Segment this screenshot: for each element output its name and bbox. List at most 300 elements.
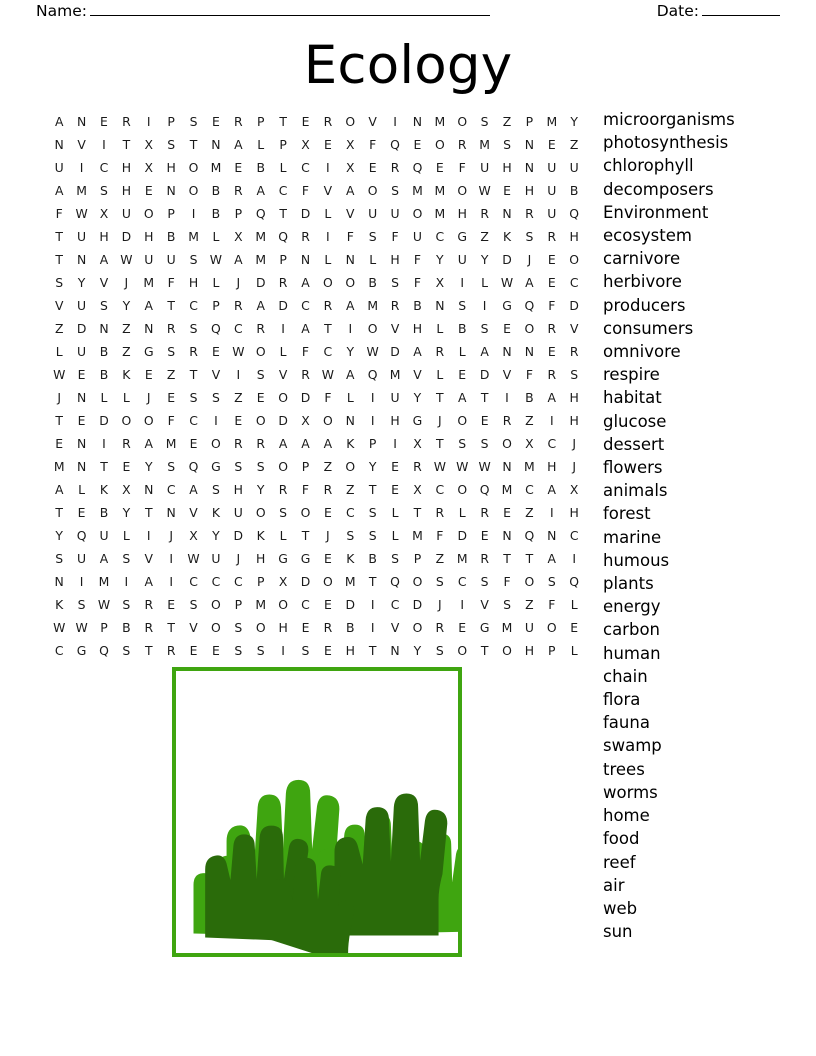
grid-cell: R: [278, 275, 288, 290]
grid-cell: D: [278, 413, 288, 428]
grid-cell: E: [547, 275, 556, 290]
grid-cell: O: [457, 482, 468, 497]
grid-cell: V: [569, 321, 579, 336]
grid-cell: W: [209, 252, 223, 267]
grid-cell: S: [122, 597, 131, 612]
grid-cell: D: [502, 252, 512, 267]
grid-cell: X: [413, 436, 422, 451]
grid-cell: N: [144, 321, 154, 336]
grid-cell: L: [324, 252, 332, 267]
grid-cell: Z: [525, 413, 534, 428]
grid-cell: D: [412, 597, 423, 612]
grid-cell: E: [413, 137, 422, 152]
word-list-item: producers: [603, 295, 686, 315]
grid-cell: T: [436, 436, 444, 451]
grid-cell: A: [99, 252, 109, 267]
grid-cell: N: [54, 574, 64, 589]
grid-cell: O: [323, 574, 333, 589]
grid-cell: A: [189, 482, 198, 497]
grid-cell: N: [524, 344, 535, 359]
grid-cell: F: [324, 390, 332, 405]
grid-cell: Q: [412, 160, 423, 175]
page-title: Ecology: [303, 35, 513, 96]
grid-cell: H: [256, 551, 266, 566]
grid-cell: Z: [54, 321, 64, 336]
grid-cell: J: [438, 597, 442, 612]
grid-cell: M: [165, 436, 177, 451]
grid-cell: Z: [525, 505, 534, 520]
grid-cell: A: [54, 114, 64, 129]
word-list-item: chlorophyll: [603, 156, 694, 176]
grid-cell: Y: [122, 298, 131, 313]
grid-cell: E: [77, 505, 86, 520]
grid-cell: U: [121, 206, 131, 221]
grid-cell: C: [547, 436, 557, 451]
grid-cell: N: [54, 137, 64, 152]
grid-cell: M: [501, 482, 513, 497]
word-list-item: swamp: [603, 736, 662, 756]
grid-cell: V: [413, 367, 422, 382]
grid-cell: R: [301, 367, 310, 382]
grid-cell: C: [278, 183, 288, 198]
grid-cell: U: [166, 252, 176, 267]
grid-cell: O: [457, 643, 468, 658]
grid-cell: T: [368, 482, 377, 497]
grid-cell: N: [502, 206, 512, 221]
grid-cell: N: [435, 298, 445, 313]
grid-cell: F: [391, 229, 399, 244]
grid-cell: B: [368, 275, 377, 290]
grid-cell: E: [77, 413, 86, 428]
grid-cell: N: [345, 413, 355, 428]
grid-cell: R: [323, 482, 333, 497]
grid-cell: S: [458, 298, 467, 313]
grid-cell: A: [54, 482, 64, 497]
grid-cell: X: [144, 137, 153, 152]
grid-cell: N: [76, 390, 87, 405]
grid-cell: V: [189, 620, 198, 635]
grid-cell: I: [79, 574, 84, 589]
grid-cell: Y: [77, 275, 86, 290]
grid-cell: B: [211, 206, 221, 221]
grid-cell: S: [234, 620, 243, 635]
grid-cell: W: [75, 620, 88, 635]
grid-cell: L: [570, 643, 578, 658]
grid-cell: L: [212, 275, 220, 290]
grid-cell: S: [368, 528, 377, 543]
grid-cell: R: [480, 551, 489, 566]
grid-cell: V: [390, 620, 400, 635]
grid-cell: O: [255, 344, 266, 359]
grid-cell: Y: [346, 344, 355, 359]
grid-cell: U: [77, 551, 87, 566]
grid-cell: V: [323, 183, 333, 198]
grid-cell: Q: [524, 528, 535, 543]
grid-cell: R: [525, 206, 534, 221]
grid-cell: R: [435, 505, 445, 520]
grid-cell: I: [236, 367, 241, 382]
grid-cell: N: [502, 528, 512, 543]
grid-cell: R: [547, 367, 557, 382]
word-list-item: animals: [603, 481, 668, 501]
grid-cell: A: [234, 137, 243, 152]
grid-cell: H: [524, 183, 535, 198]
grid-cell: S: [480, 114, 489, 129]
grid-cell: N: [99, 321, 109, 336]
grid-cell: Y: [212, 528, 220, 543]
grid-cell: S: [525, 229, 534, 244]
grid-cell: V: [346, 206, 355, 221]
grid-cell: R: [166, 643, 176, 658]
grid-cell: S: [189, 597, 198, 612]
grid-cell: J: [572, 436, 576, 451]
word-list-item: carbon: [603, 620, 660, 640]
grid-cell: L: [257, 137, 265, 152]
word-list-item: humous: [603, 550, 670, 570]
grid-cell: N: [166, 505, 176, 520]
grid-cell: U: [569, 160, 579, 175]
grid-cell: P: [548, 643, 556, 658]
grid-cell: H: [457, 206, 467, 221]
grid-cell: L: [324, 206, 332, 221]
grid-cell: B: [122, 620, 131, 635]
grid-cell: E: [503, 321, 511, 336]
grid-cell: N: [76, 114, 87, 129]
grid-cell: O: [255, 620, 266, 635]
grid-cell: L: [436, 367, 444, 382]
grid-cell: E: [212, 344, 220, 359]
grid-cell: V: [211, 367, 221, 382]
grid-cell: H: [502, 160, 512, 175]
grid-cell: S: [480, 321, 489, 336]
grid-cell: R: [256, 436, 266, 451]
grid-cell: O: [367, 321, 378, 336]
grid-cell: U: [547, 160, 557, 175]
grid-cell: I: [572, 551, 576, 566]
date-field: [657, 2, 780, 20]
grid-cell: R: [480, 206, 489, 221]
grid-cell: P: [234, 206, 243, 221]
grid-cell: T: [55, 505, 63, 520]
grid-cell: U: [547, 206, 557, 221]
grid-cell: O: [457, 114, 468, 129]
grid-cell: S: [211, 390, 220, 405]
grid-cell: B: [569, 183, 579, 198]
grid-cell: E: [100, 114, 108, 129]
grid-cell: K: [346, 436, 355, 451]
grid-cell: S: [547, 574, 556, 589]
grid-cell: G: [76, 643, 87, 658]
grid-cell: S: [256, 643, 265, 658]
grid-cell: J: [146, 390, 151, 405]
grid-cell: T: [167, 298, 175, 313]
grid-cell: G: [211, 459, 221, 474]
grid-cell: H: [144, 229, 154, 244]
grid-cell: B: [368, 551, 377, 566]
grid-cell: N: [76, 252, 87, 267]
grid-cell: L: [279, 528, 287, 543]
grid-cell: O: [524, 574, 535, 589]
word-list-item: carnivore: [603, 249, 681, 269]
name-write-line[interactable]: [90, 2, 490, 16]
grid-cell: Y: [122, 505, 131, 520]
grid-cell: M: [143, 275, 155, 290]
grid-cell: I: [393, 114, 397, 129]
grid-cell: T: [55, 229, 63, 244]
grid-cell: Y: [413, 390, 422, 405]
grid-cell: I: [326, 229, 330, 244]
grid-cell: K: [502, 229, 512, 244]
worksheet-header: [0, 0, 816, 28]
grid-cell: U: [99, 528, 109, 543]
grid-cell: Y: [480, 252, 489, 267]
grid-cell: H: [569, 505, 579, 520]
grid-cell: V: [144, 551, 153, 566]
grid-cell: I: [393, 436, 397, 451]
grid-cell: I: [460, 275, 465, 290]
grid-cell: X: [569, 482, 579, 497]
grid-cell: K: [346, 551, 355, 566]
grid-cell: D: [479, 367, 490, 382]
word-list-item: glucose: [603, 411, 667, 431]
grid-cell: S: [503, 137, 511, 152]
grid-cell: Q: [76, 528, 87, 543]
grid-cell: H: [121, 183, 132, 198]
grid-cell: U: [77, 344, 87, 359]
grid-cell: X: [301, 413, 310, 428]
grid-cell: R: [234, 298, 243, 313]
grid-cell: S: [480, 574, 489, 589]
word-list-item: air: [603, 875, 625, 895]
grid-cell: A: [346, 183, 355, 198]
grid-cell: A: [547, 551, 557, 566]
grid-cell: P: [525, 114, 534, 129]
grid-cell: F: [548, 597, 556, 612]
grid-cell: T: [413, 505, 422, 520]
grid-cell: Z: [346, 482, 355, 497]
grid-cell: W: [366, 344, 379, 359]
raised-hands-icon: [176, 671, 458, 953]
grid-cell: E: [368, 160, 377, 175]
grid-cell: T: [503, 551, 511, 566]
grid-cell: D: [99, 413, 109, 428]
grid-cell: M: [434, 183, 446, 198]
grid-cell: G: [479, 620, 490, 635]
grid-cell: I: [549, 505, 554, 520]
name-field: [36, 2, 490, 20]
grid-cell: E: [323, 137, 332, 152]
grid-cell: B: [256, 160, 265, 175]
grid-cell: E: [212, 643, 220, 658]
grid-cell: D: [121, 229, 132, 244]
grid-cell: C: [345, 505, 355, 520]
grid-cell: H: [390, 252, 400, 267]
grid-cell: C: [457, 574, 467, 589]
grid-cell: B: [413, 298, 422, 313]
grid-cell: A: [547, 390, 557, 405]
grid-cell: M: [367, 298, 379, 313]
grid-cell: W: [433, 459, 446, 474]
word-list-item: worms: [603, 782, 658, 802]
grid-cell: M: [53, 459, 65, 474]
word-list-item: ecosystem: [603, 226, 692, 246]
grid-cell: O: [569, 252, 580, 267]
grid-cell: L: [369, 252, 377, 267]
word-list-item: decomposers: [603, 179, 714, 199]
grid-cell: A: [256, 183, 265, 198]
grid-cell: R: [323, 298, 333, 313]
grid-cell: R: [234, 436, 243, 451]
grid-cell: Z: [122, 344, 131, 359]
grid-cell: J: [236, 275, 241, 290]
grid-cell: I: [370, 390, 375, 405]
grid-cell: E: [167, 390, 176, 405]
grid-cell: O: [434, 137, 445, 152]
grid-cell: M: [412, 183, 423, 198]
grid-cell: L: [346, 390, 354, 405]
grid-cell: C: [189, 298, 198, 313]
grid-cell: P: [413, 551, 422, 566]
grid-cell: D: [255, 275, 266, 290]
grid-cell: U: [547, 183, 557, 198]
grid-cell: F: [301, 183, 310, 198]
grid-cell: G: [457, 229, 468, 244]
grid-cell: B: [457, 321, 467, 336]
grid-cell: R: [435, 620, 445, 635]
grid-cell: J: [236, 551, 241, 566]
grid-cell: T: [167, 620, 175, 635]
grid-cell: W: [97, 597, 111, 612]
grid-cell: B: [99, 367, 109, 382]
date-write-line[interactable]: [702, 2, 780, 16]
grid-cell: S: [100, 183, 108, 198]
grid-cell: E: [189, 436, 198, 451]
grid-cell: V: [99, 275, 109, 290]
word-list-item: habitat: [603, 388, 662, 408]
grid-cell: Z: [435, 551, 445, 566]
grid-cell: E: [435, 160, 444, 175]
word-list-item: food: [603, 829, 640, 849]
grid-cell: X: [122, 482, 131, 497]
grid-cell: R: [390, 298, 400, 313]
grid-cell: S: [503, 597, 511, 612]
word-list-item: flowers: [603, 458, 663, 478]
grid-cell: L: [391, 505, 399, 520]
grid-cell: P: [279, 252, 287, 267]
grid-cell: X: [435, 275, 445, 290]
grid-cell: O: [502, 436, 512, 451]
grid-cell: T: [525, 551, 534, 566]
grid-cell: I: [124, 574, 129, 589]
grid-cell: I: [146, 114, 151, 129]
grid-cell: L: [481, 275, 489, 290]
grid-cell: R: [189, 344, 198, 359]
grid-cell: S: [234, 643, 243, 658]
word-list-item: photosynthesis: [603, 133, 729, 153]
grid-cell: F: [413, 252, 422, 267]
grid-cell: R: [413, 459, 422, 474]
grid-cell: I: [326, 160, 330, 175]
grid-cell: T: [100, 459, 108, 474]
grid-cell: S: [55, 551, 64, 566]
grid-cell: D: [278, 298, 288, 313]
grid-cell: S: [122, 643, 131, 658]
grid-cell: S: [458, 436, 467, 451]
grid-cell: F: [346, 229, 354, 244]
grid-cell: W: [478, 183, 491, 198]
grid-cell: F: [301, 482, 310, 497]
grid-cell: W: [321, 367, 335, 382]
grid-cell: W: [75, 206, 88, 221]
grid-cell: Z: [234, 390, 243, 405]
grid-cell: X: [346, 160, 355, 175]
grid-cell: F: [369, 137, 377, 152]
grid-cell: E: [547, 344, 556, 359]
grid-cell: O: [457, 413, 468, 428]
grid-cell: M: [456, 551, 468, 566]
grid-cell: W: [187, 551, 200, 566]
grid-cell: E: [458, 620, 467, 635]
grid-cell: P: [256, 114, 265, 129]
grid-cell: O: [278, 597, 288, 612]
grid-cell: Z: [569, 137, 579, 152]
grid-cell: N: [166, 183, 176, 198]
grid-cell: Z: [323, 459, 333, 474]
grid-cell: A: [234, 252, 243, 267]
grid-cell: G: [300, 551, 311, 566]
grid-cell: M: [434, 114, 446, 129]
grid-cell: U: [54, 160, 64, 175]
grid-cell: A: [346, 367, 355, 382]
grid-cell: Z: [502, 114, 512, 129]
grid-cell: Q: [99, 643, 109, 658]
grid-cell: N: [524, 137, 535, 152]
grid-cell: C: [301, 160, 310, 175]
grid-cell: S: [189, 252, 198, 267]
grid-cell: N: [412, 114, 423, 129]
grid-cell: O: [211, 620, 221, 635]
grid-cell: P: [256, 574, 265, 589]
grid-cell: P: [279, 137, 287, 152]
grid-cell: U: [211, 551, 221, 566]
grid-cell: M: [76, 183, 87, 198]
grid-cell: O: [278, 459, 288, 474]
grid-cell: S: [391, 183, 399, 198]
grid-cell: I: [370, 620, 375, 635]
grid-cell: Y: [368, 459, 377, 474]
grid-cell: O: [345, 275, 356, 290]
grid-cell: T: [122, 137, 131, 152]
grid-cell: D: [300, 574, 311, 589]
word-list-item: home: [603, 806, 650, 826]
grid-cell: W: [53, 620, 66, 635]
grid-cell: S: [346, 528, 355, 543]
grid-cell: A: [54, 183, 64, 198]
grid-cell: X: [278, 574, 288, 589]
grid-cell: V: [502, 367, 512, 382]
grid-cell: U: [144, 252, 154, 267]
grid-cell: L: [279, 160, 287, 175]
grid-cell: T: [480, 643, 489, 658]
grid-cell: R: [144, 597, 154, 612]
grid-cell: Q: [278, 229, 288, 244]
grid-cell: B: [525, 390, 534, 405]
grid-cell: E: [256, 390, 265, 405]
grid-cell: A: [547, 482, 557, 497]
grid-cell: R: [323, 620, 333, 635]
grid-cell: A: [144, 436, 153, 451]
grid-cell: G: [502, 298, 512, 313]
